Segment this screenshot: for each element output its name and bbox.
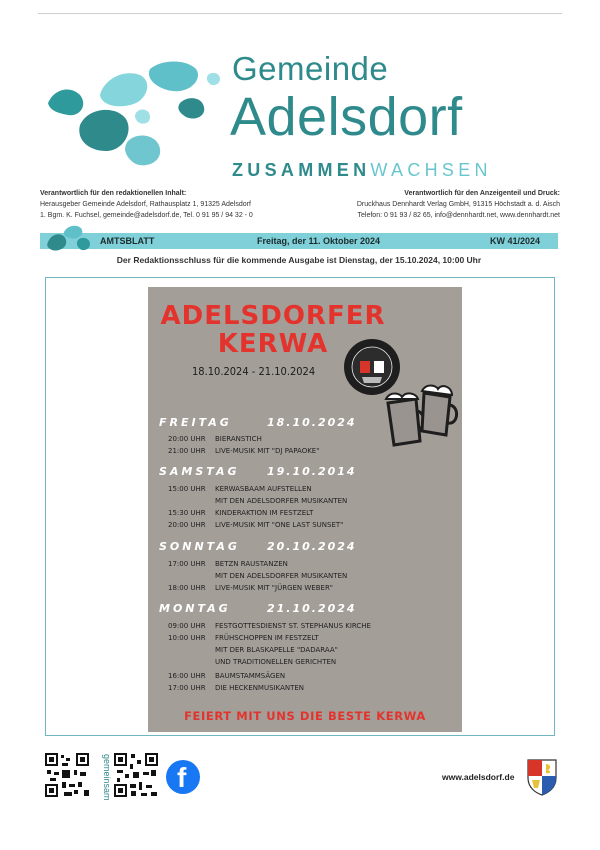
day-freitag: [159, 416, 369, 429]
band-logo-icon: [44, 222, 94, 252]
tagline-part1: ZUSAMMEN: [232, 160, 371, 180]
event-row: [168, 684, 304, 692]
svg-text:gemeinsam: gemeinsam: [102, 754, 112, 801]
event-text: KINDERAKTION IM FESTZELT: [215, 509, 314, 517]
event-row: [168, 572, 347, 580]
day-date: 19.10.2014: [267, 465, 357, 478]
event-time: 16:00 UHR: [168, 672, 206, 680]
event-time: 15:30 UHR: [168, 509, 206, 517]
band-issue: KW 41/2024: [490, 236, 541, 246]
event-text: MIT DER BLASKAPELLE "DADARAA": [215, 646, 338, 654]
imprint-right-heading: Verantwortlich für den Anzeigenteil und Druck:: [404, 190, 560, 197]
event-time: 20:00 UHR: [168, 435, 206, 443]
day-sonntag: [159, 540, 369, 553]
event-text: UND TRADITIONELLEN GERICHTEN: [215, 658, 337, 666]
qr-code-icon[interactable]: [44, 752, 90, 798]
day-date: 20.10.2024: [267, 540, 357, 553]
imprint-right-line2: Telefon: 0 91 93 / 82 65, info@dennhardt.net, www.dennhardt.net: [357, 212, 560, 219]
coat-of-arms-icon: [526, 758, 558, 796]
event-time: 18:00 UHR: [168, 584, 206, 592]
title-gemeinde: Gemeinde: [232, 50, 389, 87]
gemeinsam-vertical-text: [95, 752, 112, 801]
tagline-part2: WACHSEN: [370, 160, 492, 180]
event-row: [168, 509, 313, 517]
event-text: DIE HECKENMUSIKANTEN: [215, 684, 305, 692]
event-row: [168, 658, 336, 666]
event-time: 09:00 UHR: [168, 622, 206, 630]
event-text: BETZN RAUSTANZEN: [215, 560, 288, 568]
day-name: SAMSTAG: [159, 465, 240, 478]
top-rule: [38, 13, 562, 14]
event-text: FRÜHSCHOPPEN IM FESTZELT: [215, 634, 319, 642]
event-text: LIVE-MUSIK MIT "DJ PAPAOKE": [215, 447, 320, 455]
qr-code-icon[interactable]: [113, 752, 159, 798]
day-date: 21.10.2024: [267, 602, 357, 615]
event-text: KERWASBAAM AUFSTELLEN: [215, 485, 312, 493]
day-name: SONNTAG: [159, 540, 240, 553]
event-text: MIT DEN ADELSDORFER MUSIKANTEN: [215, 572, 348, 580]
event-row: [168, 560, 288, 568]
day-montag: [159, 602, 369, 615]
imprint-left-line1: Herausgeber Gemeinde Adelsdorf, Rathausplatz 1, 91325 Adelsdorf: [40, 201, 251, 208]
event-row: [168, 646, 338, 654]
event-row: [168, 584, 333, 592]
facebook-icon[interactable]: f: [166, 760, 200, 794]
event-row: [168, 672, 285, 680]
kerwa-poster: [148, 287, 462, 732]
event-row: [168, 447, 319, 455]
day-date: 18.10.2024: [267, 416, 357, 429]
event-row: [168, 485, 312, 493]
title-adelsdorf: Adelsdorf: [230, 87, 463, 147]
event-row: [168, 622, 371, 630]
day-name: MONTAG: [159, 602, 231, 615]
event-row: [168, 435, 262, 443]
event-time: 15:00 UHR: [168, 485, 206, 493]
tagline: [232, 160, 492, 181]
day-name: FREITAG: [159, 416, 232, 429]
event-text: LIVE-MUSIK MIT "JÜRGEN WEBER": [215, 584, 334, 592]
beer-mugs-icon: [380, 369, 462, 449]
website-url[interactable]: www.adelsdorf.de: [442, 772, 515, 782]
event-time: 17:00 UHR: [168, 684, 206, 692]
event-row: [168, 521, 343, 529]
poster-title-line1: ADELSDORFER: [160, 301, 386, 331]
event-time: 17:00 UHR: [168, 560, 206, 568]
event-time: 10:00 UHR: [168, 634, 206, 642]
event-text: MIT DEN ADELSDORFER MUSIKANTEN: [215, 497, 348, 505]
event-row: [168, 634, 319, 642]
gemeinde-logo-icon: [40, 55, 225, 170]
poster-dates: 18.10.2024 - 21.10.2024: [192, 365, 316, 378]
event-text: FESTGOTTESDIENST ST. STEPHANUS KIRCHE: [215, 622, 371, 630]
event-text: LIVE-MUSIK MIT "ONE LAST SUNSET": [215, 521, 344, 529]
event-row: [168, 497, 347, 505]
imprint-ads: [320, 188, 560, 221]
band-date: Freitag, der 11. Oktober 2024: [257, 236, 381, 246]
imprint-right-line1: Druckhaus Dennhardt Verlag GmbH, 91315 Höchstadt a. d. Aisch: [356, 201, 560, 208]
day-samstag: [159, 465, 369, 478]
poster-title-line2: KERWA: [217, 329, 329, 359]
imprint-editorial: [40, 188, 280, 221]
event-text: BAUMSTAMMSÄGEN: [215, 672, 286, 680]
poster-slogan: FEIERT MIT UNS DIE BESTE KERWA: [184, 709, 426, 723]
imprint-left-heading: Verantwortlich für den redaktionellen Inhalt:: [40, 190, 187, 197]
event-time: 20:00 UHR: [168, 521, 206, 529]
event-time: 21:00 UHR: [168, 447, 206, 455]
deadline-notice: Der Redaktionsschluss für die kommende Ausgabe ist Dienstag, der 15.10.2024, 10:00 Uhr: [116, 255, 482, 265]
imprint-left-line2: 1. Bgm. K. Fuchsel, gemeinde@adelsdorf.de, Tel. 0 91 95 / 94 32 - 0: [40, 212, 253, 219]
band-label: AMTSBLATT: [100, 236, 155, 246]
event-text: BIERANSTICH: [215, 435, 262, 443]
